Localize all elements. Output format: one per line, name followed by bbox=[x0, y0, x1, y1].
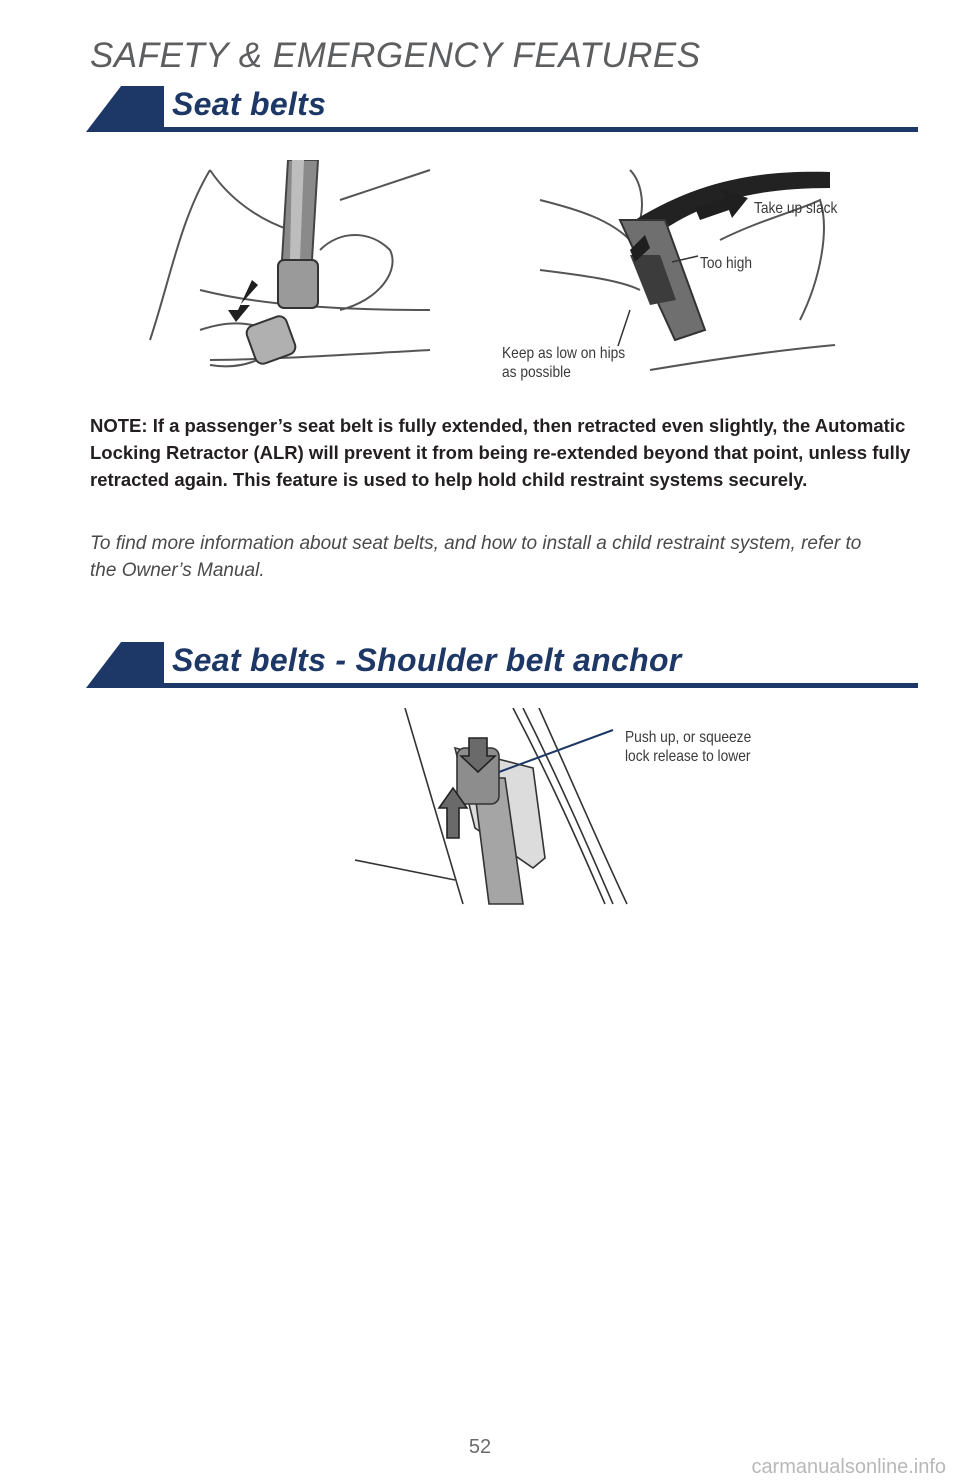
section-header-seat-belts bbox=[86, 86, 918, 132]
buckle-fastening-illustration bbox=[140, 160, 440, 388]
section-title-shoulder-belt-anchor: Seat belts - Shoulder belt anchor bbox=[172, 642, 682, 678]
section-header-shoulder-belt-anchor bbox=[86, 642, 918, 688]
section-tab-accent bbox=[86, 86, 164, 132]
owners-manual-reference: To find more information about seat belts, and how to install a child restraint system, refer to the Owner’s Manual. bbox=[90, 533, 862, 581]
section-rule bbox=[126, 127, 918, 132]
callout-take-up-slack: Take up slack bbox=[754, 200, 838, 217]
callout-keep-low: Keep as low on hips as possible bbox=[502, 345, 626, 381]
site-watermark: carmanualsonline.info bbox=[751, 1456, 946, 1478]
section-tab-accent bbox=[86, 642, 164, 688]
alr-note: NOTE: If a passenger’s seat belt is fully extended, then retracted even slightly, the Automatic Locking Retractor (ALR) will prevent it from being re-extended beyond that point, unless fully retracted again. This feature is used to help hold child restraint systems securely. bbox=[90, 415, 911, 490]
callout-push-up-squeeze: Push up, or squeeze lock release to lower bbox=[625, 729, 752, 765]
shoulder-anchor-illustration bbox=[355, 708, 645, 908]
section-rule bbox=[126, 683, 918, 688]
callout-too-high: Too high bbox=[700, 255, 753, 272]
page-number: 52 bbox=[468, 1436, 492, 1458]
section-title-seat-belts: Seat belts bbox=[172, 86, 327, 122]
page-heading: SAFETY & EMERGENCY FEATURES bbox=[90, 36, 701, 75]
